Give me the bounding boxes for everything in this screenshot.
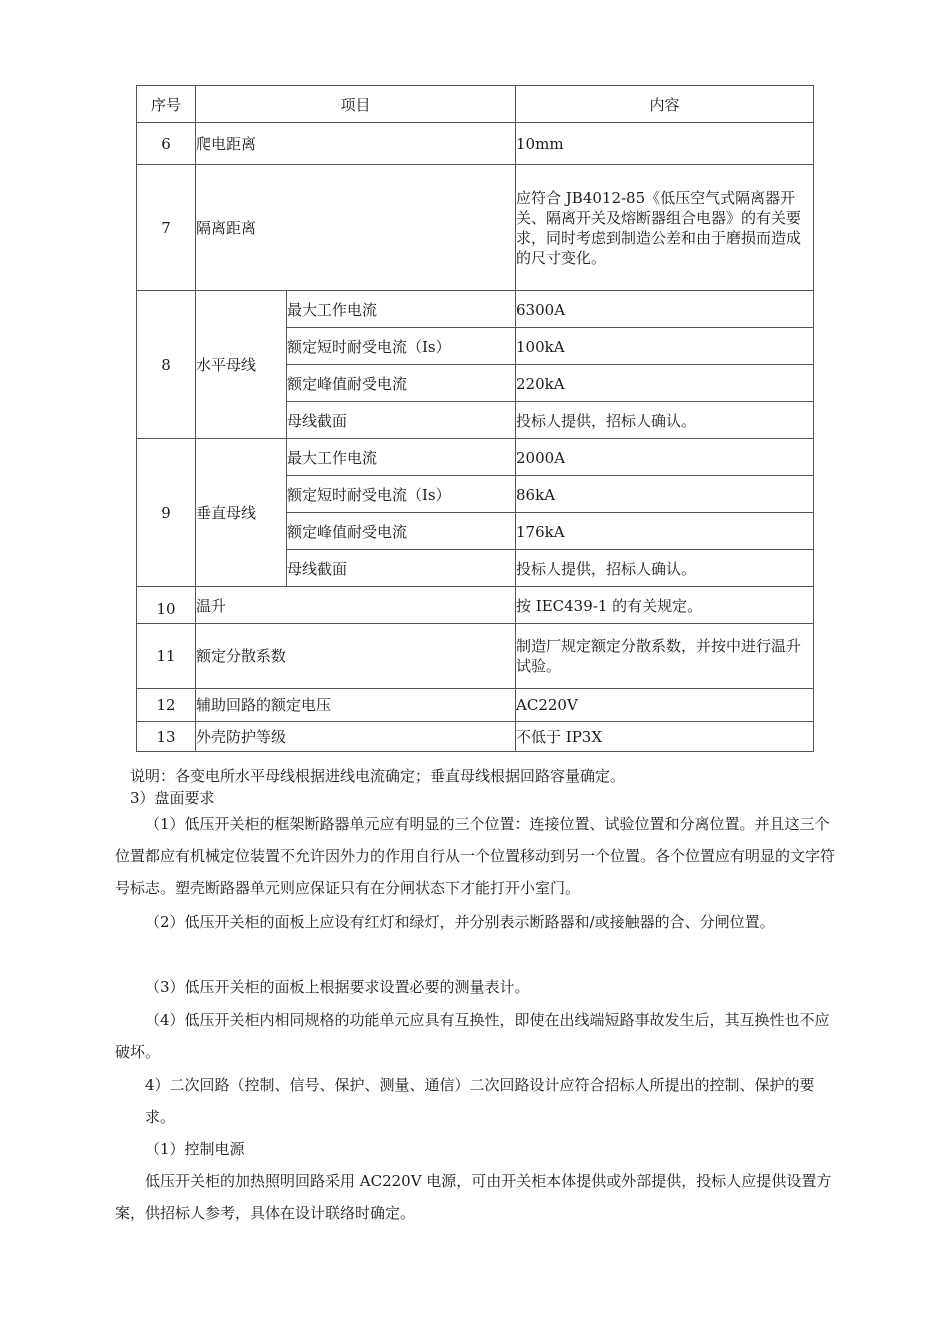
header-no: 序号 <box>137 86 196 123</box>
header-content: 内容 <box>516 86 814 123</box>
header-item: 项目 <box>196 86 516 123</box>
table-note: 说明：各变电所水平母线根据进线电流确定；垂直母线根据回路容量确定。 <box>130 767 626 785</box>
row-item: 辅助回路的额定电压 <box>196 689 516 722</box>
row-number: 13 <box>137 722 196 752</box>
spec-table <box>136 85 814 752</box>
sub-item-label: 额定短时耐受电流（Is） <box>287 328 516 365</box>
row-item: 爬电距离 <box>196 123 516 165</box>
row-number: 10 <box>137 587 196 624</box>
paragraph: （2）低压开关柜的面板上应设有红灯和绿灯，并分别表示断路器和/或接触器的合、分闸位置。 <box>145 913 775 931</box>
table-row <box>137 123 814 165</box>
row-number: 12 <box>137 689 196 722</box>
table-row <box>137 689 814 722</box>
row-item: 水平母线 <box>196 291 287 439</box>
row-number: 9 <box>137 439 196 587</box>
row-content: 不低于 IP3X <box>516 722 814 752</box>
sub-item-value: 176kA <box>516 513 814 550</box>
sub-item-value: 2000A <box>516 439 814 476</box>
paragraph: 低压开关柜的加热照明回路采用 AC220V 电源，可由开关柜本体提供或外部提供，投标人应提供设置方案，供招标人参考，具体在设计联络时确定。 <box>115 1172 832 1222</box>
table-row <box>137 165 814 291</box>
section-heading: 3）盘面要求 <box>130 789 215 807</box>
row-item: 垂直母线 <box>196 439 287 587</box>
paragraph: （4）低压开关柜内相同规格的功能单元应具有互换性，即使在出线端短路事故发生后，其互换性也不应破坏。 <box>115 1011 830 1061</box>
table-row <box>137 439 814 476</box>
sub-item-value: 220kA <box>516 365 814 402</box>
row-item: 额定分散系数 <box>196 624 516 689</box>
sub-item-label: 母线截面 <box>287 402 516 439</box>
sub-item-label: 最大工作电流 <box>287 439 516 476</box>
sub-item-label: 最大工作电流 <box>287 291 516 328</box>
paragraph: （1）低压开关柜的框架断路器单元应有明显的三个位置：连接位置、试验位置和分离位置。并且这三个位置都应有机械定位装置不允许因外力的作用自行从一个位置移动到另一个位置。各个位置应有明显的文字符号标志。塑壳断路器单元则应保证只有在分闸状态下才能打开小室门。 <box>115 815 836 897</box>
row-number: 6 <box>137 123 196 165</box>
sub-item-value: 投标人提供，招标人确认。 <box>516 402 814 439</box>
table-row <box>137 587 814 624</box>
sub-item-value: 86kA <box>516 476 814 513</box>
sub-item-value: 6300A <box>516 291 814 328</box>
table-row <box>137 624 814 689</box>
sub-item-label: 额定峰值耐受电流 <box>287 513 516 550</box>
row-number: 7 <box>137 165 196 291</box>
row-content: 10mm <box>516 123 814 165</box>
sub-item-value: 100kA <box>516 328 814 365</box>
table-row <box>137 722 814 752</box>
row-item: 外壳防护等级 <box>196 722 516 752</box>
row-content: 按 IEC439-1 的有关规定。 <box>516 587 814 624</box>
sub-item-label: 额定短时耐受电流（Is） <box>287 476 516 513</box>
table-header-row <box>137 86 814 123</box>
row-number: 8 <box>137 291 196 439</box>
sub-item-label: 额定峰值耐受电流 <box>287 365 516 402</box>
subsection-heading: （1）控制电源 <box>145 1140 245 1158</box>
sub-item-value: 投标人提供，招标人确认。 <box>516 550 814 587</box>
table-row <box>137 291 814 328</box>
sub-item-label: 母线截面 <box>287 550 516 587</box>
row-item: 温升 <box>196 587 516 624</box>
row-number: 11 <box>137 624 196 689</box>
paragraph: （3）低压开关柜的面板上根据要求设置必要的测量表计。 <box>145 978 530 996</box>
row-content: 应符合 JB4012-85《低压空气式隔离器开关、隔离开关及熔断器组合电器》的有关要求，同时考虑到制造公差和由于磨损而造成的尺寸变化。 <box>516 165 814 291</box>
row-item: 隔离距离 <box>196 165 516 291</box>
row-content: AC220V <box>516 689 814 722</box>
row-content: 制造厂规定额定分散系数，并按中进行温升试验。 <box>516 624 814 689</box>
paragraph: 4）二次回路（控制、信号、保护、测量、通信）二次回路设计应符合招标人所提出的控制、保护的要求。 <box>145 1076 815 1126</box>
